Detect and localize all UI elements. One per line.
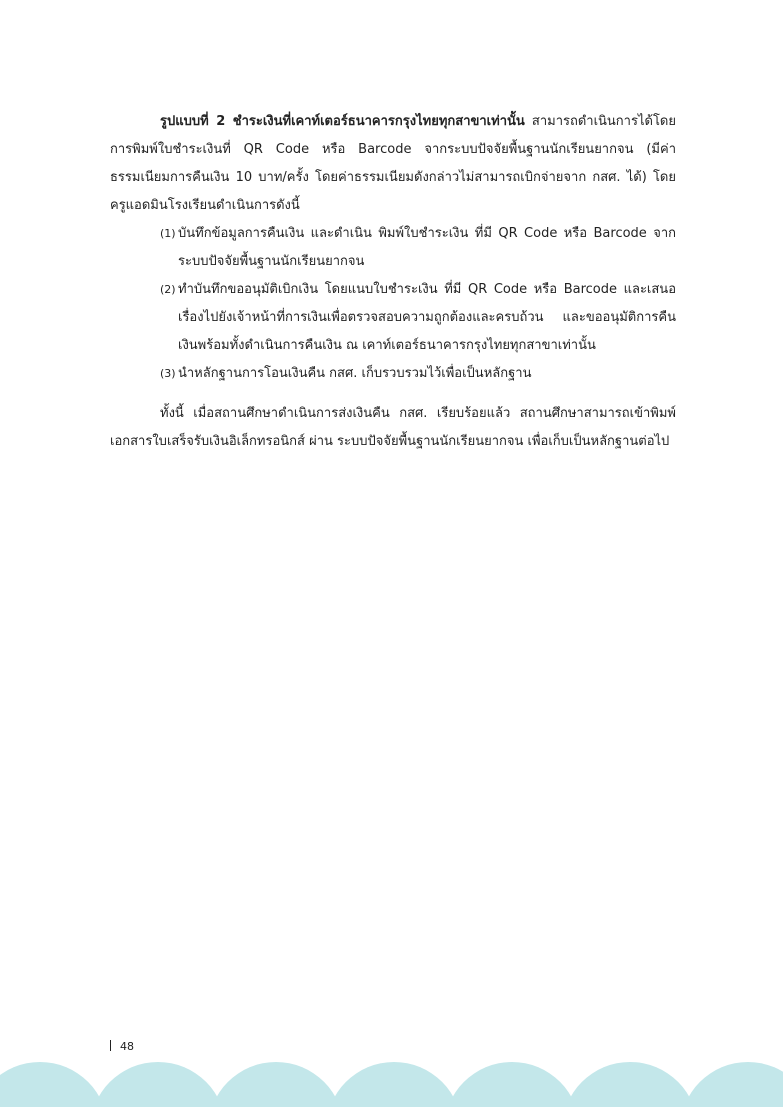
list-item	[160, 276, 676, 360]
decor-circle	[680, 1062, 783, 1107]
list-item-number: (3)	[160, 367, 176, 380]
list-item-number: (2)	[160, 283, 176, 296]
list-item-text: นำหลักฐานการโอนเงินคืน กสศ. เก็บรวบรวมไว้เพื่อเป็นหลักฐาน	[178, 366, 532, 381]
page-number	[110, 1040, 134, 1053]
step-list	[110, 220, 676, 388]
page-number-divider	[110, 1040, 111, 1051]
decor-circle	[444, 1062, 580, 1107]
decorative-waves	[0, 1060, 783, 1107]
list-item-text: ทำบันทึกขออนุมัติเบิกเงิน โดยแนบใบชำระเงิน ที่มี QR Code หรือ Barcode และเสนอเรื่องไปยังเจ้าหน้าที่การเงินเพื่อตรวจสอบความถูกต้องและครบถ้วน และขออนุมัติการคืนเงินพร้อมทั้งดำเนินการคืนเงิน ณ เคาท์เตอร์ธนาคารกรุงไทยทุกสาขาเท่านั้น	[178, 282, 676, 353]
decor-circle	[326, 1062, 462, 1107]
paragraph-2: ทั้งนี้ เมื่อสถานศึกษาดำเนินการส่งเงินคืน กสศ. เรียบร้อยแล้ว สถานศึกษาสามารถเข้าพิมพ์เอกสารใบเสร็จรับเงินอิเล็กทรอนิกส์ ผ่าน ระบบปัจจัยพื้นฐานนักเรียนยากจน เพื่อเก็บเป็นหลักฐานต่อไป	[110, 406, 676, 449]
list-item	[160, 360, 676, 388]
decor-circle	[0, 1062, 108, 1107]
page-number-text: 48	[120, 1040, 134, 1053]
paragraph-1-text: สามารถดำเนินการได้โดยการพิมพ์ใบชำระเงินที่ QR Code หรือ Barcode จากระบบปัจจัยพื้นฐานนักเรียนยากจน (มีค่าธรรมเนียมการคืนเงิน 10 บาท/ครั้ง โดยค่าธรรมเนียมดังกล่าวไม่สามารถเบิกจ่ายจาก กสศ. ได้) โดยครูแอดมินโรงเรียนดำเนินการดังนี้	[110, 114, 676, 213]
list-item-text: บันทึกข้อมูลการคืนเงิน และดำเนิน พิมพ์ใบชำระเงิน ที่มี QR Code หรือ Barcode จากระบบปัจจัยพื้นฐานนักเรียนยากจน	[178, 226, 676, 269]
paragraph-1-bold-lead: รูปแบบที่ 2 ชำระเงินที่เคาท์เตอร์ธนาคารกรุงไทยทุกสาขาเท่านั้น	[160, 114, 525, 129]
content-body	[110, 108, 676, 456]
decor-circle	[208, 1062, 344, 1107]
paragraph-1	[110, 108, 676, 220]
decor-circle	[562, 1062, 698, 1107]
decor-circle	[90, 1062, 226, 1107]
list-item	[160, 220, 676, 276]
list-item-number: (1)	[160, 227, 176, 240]
